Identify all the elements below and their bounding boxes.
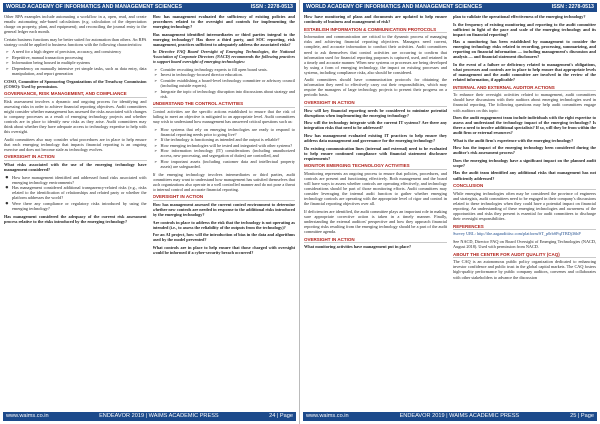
paragraph: To enhance their oversight activities related to management, audit committees should have discussions with their auditors about emerging technologies used in financial reporting. The following questions may help audit committees engage with auditors on this topic: [453, 92, 596, 113]
journal-issn: ISSN : 2278-0513 [551, 4, 594, 10]
paragraph: Audit committees should have communication protocols for obtaining the information they need to effectively carry out their responsibilities, which may require the managers of large technology projects to present their progress on a periodic basis. [304, 77, 447, 98]
left-column-1 [4, 14, 147, 410]
list-item: ➢ How emerging technologies will be tested and integrated with other systems? [153, 143, 296, 148]
journal-website: www.waims.co.in [306, 413, 349, 419]
paragraph: If the emerging technology involves intermediaries or third parties, audit committees may want to understand how management has satisfied themselves that such organizations also operate in a well controlled manner and do not pose a threat to internal control and accurate financial reporting. [152, 171, 295, 192]
question: Has the audit team identified any additional risks that management has not sufficiently addressed? [453, 170, 596, 181]
section-heading: OVERSIGHT IN ACTION [4, 154, 147, 161]
left-column-2 [153, 14, 296, 410]
question: In the event of a failure or deficiency related to management's obligations, what processes and controls are in place to help ensure that appropriate levels of management and the audit committee are involved in the review of the related information, if applicable? [453, 61, 596, 83]
question: Do existing communication lines (internal and external) need to be evaluated to help ensure continued compliance with financial statement disclosure requirements? [304, 145, 447, 161]
paragraph: Information and communication are critical to the dynamic process of managing risks and achieving financial reporting objectives. Managers need current, complete, and accurate information to conduct their activities. Audit committees need to ask themselves that control activities are occurring to confirm that information used for financial reporting purposes is captured, used, and retained in a timely and accurate manner. When new systems or processes are being developed by using a form of emerging technology, the impact on existing processes and systems, including compliance risks, also should be considered. [304, 34, 447, 75]
left-page-columns [4, 14, 295, 410]
list-item: ➢ If the technology is functioning as intended and the output is reliable? [153, 137, 296, 142]
list-item: ➢ A need for a high degree of precision, accuracy, and consistency [4, 49, 147, 54]
section-heading: OVERSIGHT IN ACTION [304, 100, 447, 107]
section-heading: ESTABLISH INFORMATION & COMMUNICATION PROTOCOLS [304, 27, 447, 34]
journal-header [303, 3, 597, 12]
journal-issn: ISSN : 2278-0513 [250, 4, 293, 10]
paragraph: If deficiencies are identified, the audit committee plays an important role in making sure appropriate corrective action is taken in a timely manner. Finally, understanding the external auditors' perspective and how they approach financial reporting risks resulting from the emerging technology should be a part of the audit committee agenda. [304, 208, 447, 234]
journal-website: www.waims.co.in [6, 413, 49, 419]
list-item: ➢ How important assets (including customer data and intellectual property assets) are safeguarded. [153, 159, 296, 169]
journal-issue: ENDEAVOR 2019 | WAIMS ACADEMIC PRESS [399, 413, 520, 419]
coso-note: COSO, Committee of Sponsoring Organizations of the Treadway Commission (COSO): Used by permission. [4, 78, 147, 89]
list-item: ➢ Consider recruiting technology experts to fill open board seats. [153, 67, 296, 72]
question: Is the frequency of existing monitoring and reporting to the audit committee sufficient in light of the pace and scale of the emerging technology and its impact on financial reporting? [453, 21, 596, 37]
list-item: ➢ Dependency on manually intensive yet simple tasks, such as data entry, data manipulation, and report generation [4, 66, 147, 76]
question: Are controls in place to address the risk that the technology is not operating as intended (i.e., to assess the reliability of the outputs from the technology)? [152, 219, 295, 230]
paragraph: The CAQ is an autonomous public policy organization dedicated to enhancing investor confidence and public trust in the global capital markets. The CAQ fosters high-quality performance by public company auditors, convenes and collaborates with other stakeholders to advance the discussion [453, 259, 596, 280]
question: What monitoring activities have management put in place? [304, 244, 412, 250]
question: How will the technology integrate with the current IT systems? Are there any integration risks that need to be addressed? [304, 120, 447, 131]
question: plan to validate the operational effectiveness of the emerging technology? [453, 14, 586, 19]
list-item: ➢ How information technology (IT) considerations (including unauthorized access, new processing, and segregation of duties) are controlled, and [153, 148, 296, 158]
list-item: ● How have management identified and addressed fraud risks associated with emerging technology environments? [4, 175, 147, 185]
question: How has management evaluated the sufficiency of existing policies and procedures related to the oversight and controls for implementing the emerging technology? [152, 14, 295, 30]
question: How has management assessed the current control environment to determine whether new controls are needed in response to the additional risks introduced by the emerging technology? [152, 202, 295, 218]
question: How has the impact of the emerging technology been considered during the auditor's risk assessment process? [453, 145, 596, 156]
section-heading: OVERSIGHT IN ACTION [153, 194, 296, 201]
section-heading: MONITOR EMERGING TECHNOLOGY ACTIVITIES [304, 163, 447, 170]
paragraph: While emerging technologies often may be considered the province of engineers and strategists, audit committees need to be engaged in their company's discussions related to these technologies when they could have a potential impact on financial reporting. An understanding of these emerging technologies and awareness of the opportunities and risks they present is essential for audit committees to discharge their oversight responsibilities. [453, 190, 596, 222]
reference-item: See NACD, Director FAQ on Board Oversight of Emerging Technologies (NACD, August 2018). Used with permission from NACD. [453, 238, 596, 250]
page-number: 25 | Page [570, 413, 594, 419]
characteristics-list [4, 49, 147, 76]
section-heading: INTERNAL AND EXTERNAL AUDITOR ACTIONS [453, 85, 596, 92]
section-heading: UNDERSTAND THE CONTROL ACTIVITIES [153, 101, 296, 108]
question: How has management evaluated existing IT practices to help ensure they address data management and governance for the emerging technology? [304, 132, 447, 143]
question: What risks associated with the use of the emerging technology have management considered? [4, 162, 147, 173]
question: How have monitoring of plans and documents are updated to help ensure continuity of business and management of risk? [304, 14, 447, 25]
list-item: ➢ How systems that rely on emerging technologies are ready to respond to financial reporting needs prior to going live? [153, 127, 296, 137]
right-page-columns [304, 14, 596, 410]
journal-footer [303, 412, 597, 421]
question: Does the audit engagement team include individuals with the right expertise to assess and understand the technology impact of the emerging technology? Is there a need to involve additional specialists? If so, will they be from within the audit firm or external resources? [453, 115, 596, 136]
question: Does the emerging technology have a significant impact on the planned audit scope? [453, 157, 596, 168]
right-column-2 [453, 14, 596, 410]
list-item: ● Were there any compliance or regulatory risks introduced by using the emerging technology? [4, 201, 147, 211]
practices-list [153, 67, 296, 99]
list-item: ➢ Information being housed in multiple systems [4, 60, 147, 65]
list-item: ● Has management considered additional transparency-related risks (e.g., risks related to the identification of relationships and related party or whether the platform addresses the world? [4, 185, 147, 200]
journal-title: WORLD ACADEMY OF INFORMATICS AND MANAGEMENT SCIENCES [6, 4, 182, 10]
reference-item[interactable]: Survey URL: http://the.aagaudittisc.com/platform/ST_p0rbSPqJTBDj36hP [453, 231, 581, 237]
list-item: ➢ Integrate the topic of technology disruption into discussions about strategy and risk. [153, 89, 296, 99]
journal-footer [3, 412, 296, 421]
question: Has a monitoring has been established by management to consider the emerging technology risks related to recording, processing, summarizing, and reporting on financial information — including management's discussion and analysis — and financial statement disclosures? [453, 39, 596, 60]
sub-list [4, 175, 147, 211]
section-heading: REFERENCES [453, 224, 596, 231]
list-item: ➢ Invest in technology-focused director education. [153, 72, 296, 77]
section-heading: ABOUT THE CENTER FOR AUDIT QUALITY (CAQ) [453, 252, 596, 259]
journal-issue: ENDEAVOR 2019 | WAIMS ACADEMIC PRESS [99, 413, 219, 419]
right-column-1 [304, 14, 447, 410]
question: What controls are in place to help ensure that those charged with oversight would be informed if a cyber-security breach occurred? [152, 244, 295, 255]
paragraph: Audit committees also may consider what procedures are in place to help ensure that each emerging technology that impacts financial reporting is an ongoing exercise and does not become stale as technology evolves. [4, 136, 147, 152]
paragraph: Other RPA examples include automating a workflow in a, open, read, and create emails: automating rule-based calculations (e.g. calculation of the depreciation charge on property, plant, and equipment); and reconciling the journal entry to the general ledger each month. [4, 14, 147, 35]
paragraph: Risk assessment involves a dynamic and ongoing process for identifying and assessing risks in order to achieve financial reporting objectives. Audit committees might consider whether management has assessed the risks associated with changes to company processes as a result of emerging technology projects and whether controls are in place to identify new risks as they arise. Audit committees may think about whether they have adequate access to technology expertise to help with this oversight. [4, 98, 147, 135]
journal-title: WORLD ACADEMY OF INFORMATICS AND MANAGEMENT SCIENCES [306, 4, 482, 10]
directive-note: In Directive FAQ Board Oversight of Emerging Technologies, the National Association of Corporate Directors (NACD) recommends the following practices to support board oversight of emerging technologies: [152, 49, 295, 65]
question: For an AI project, how will the introduction of bias in the data and algorithms used by the model prevented? [152, 232, 295, 243]
list-item: ➢ Consider establishing a board-level technology committee or advisory council (including outside experts). [153, 78, 296, 88]
paragraph: Control activities are the specific actions established to ensure that the risk of failing to meet an objective is mitigated to an appropriate level. Audit committees may wish to understand how management has answered critical questions such as: [152, 109, 295, 125]
section-heading: CONCLUSION [453, 183, 596, 190]
paragraph: Certain business functions may be better suited for automation than others. An RPA strategy could be applied to business functions with the following characteristics: [4, 36, 147, 47]
question: How will key financial reporting needs be considered to minimize potential disruptions when implementing the emerging technology? [304, 107, 447, 118]
control-list [153, 127, 296, 169]
journal-header [3, 3, 296, 12]
paragraph: Monitoring represents an ongoing process to ensure that policies, procedures, and controls are present and functioning effectively. Both management and the board will have ways to assess whether controls are operating effectively, and technology considerations should be part of those monitoring efforts. Audit committees may consider leveraging the internal audit function to gather whether emerging technology controls are operating with the appropriate level of rigor and control in the financial reporting objectives over all. [304, 170, 447, 207]
section-heading: GOVERNANCE, RISK MANAGEMENT, AND COMPLIANCE [4, 91, 147, 98]
question: Has management identified intermediaries or third parties integral to the emerging technology? Has there a third party, and SOC reporting, risk management, practices sufficient to adequately address the associated risks? [152, 31, 295, 47]
list-item: ➢ Repetitive, manual transaction processing [4, 55, 147, 60]
section-heading: OVERSIGHT IN ACTION [304, 237, 447, 244]
right-page [300, 0, 600, 424]
question: What is the audit firm's experience with the emerging technology? [453, 137, 574, 143]
question: Has management considered the adequacy of the current risk assessment process relative to the risks introduced by the emerging technology? [4, 213, 147, 224]
page-number: 24 | Page [269, 413, 293, 419]
